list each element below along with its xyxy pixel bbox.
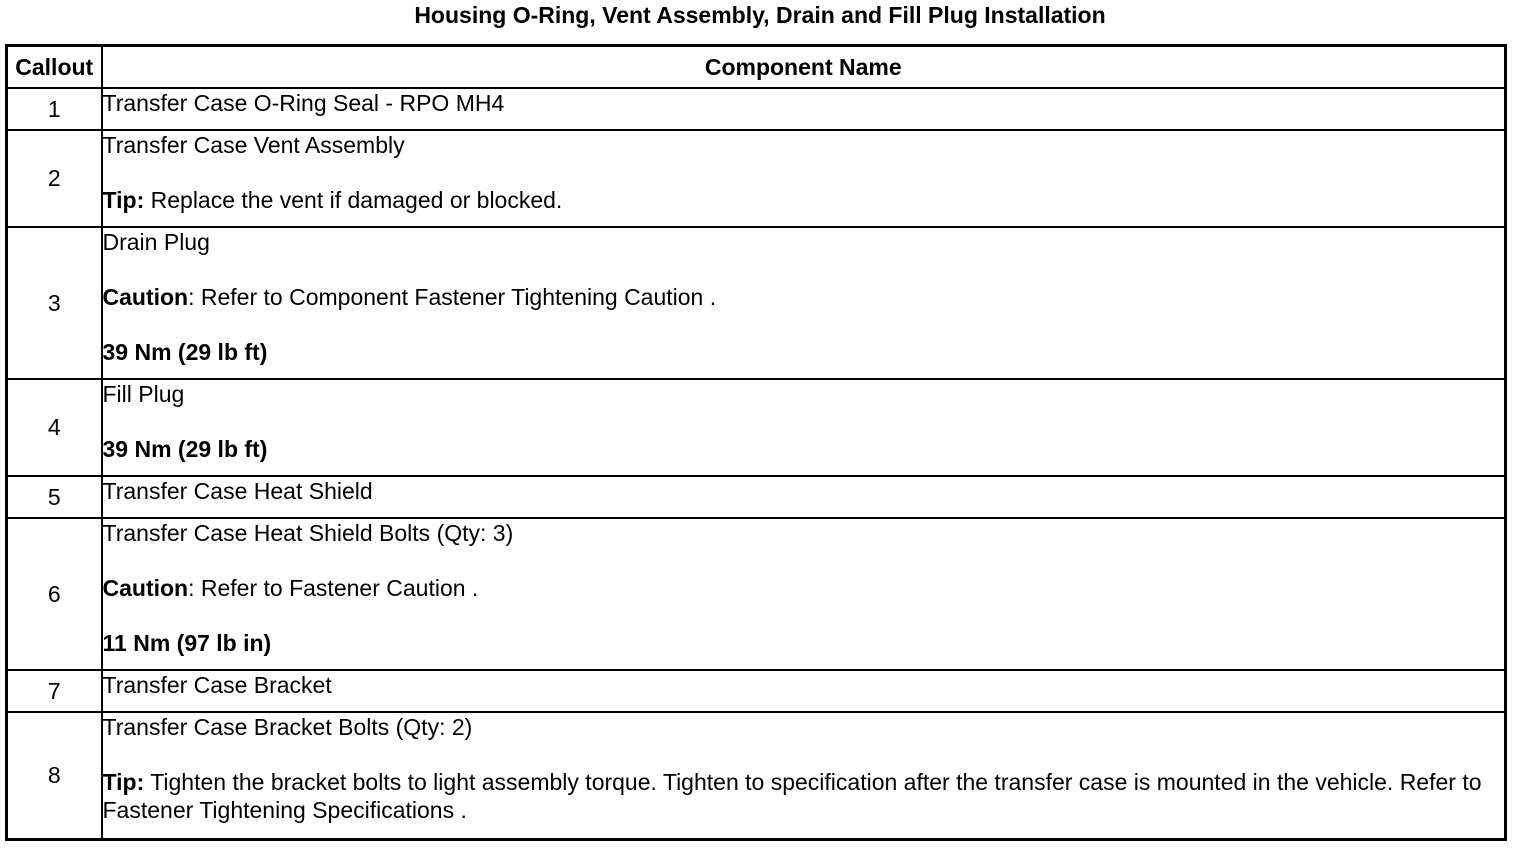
table-row [7, 379, 1506, 476]
component-cell [102, 712, 1506, 839]
component-name: Transfer Case Bracket [102, 672, 332, 698]
caution-note [103, 283, 1505, 311]
table-row [7, 712, 1506, 839]
torque-spec: 39 Nm (29 lb ft) [102, 339, 268, 365]
callout-number: 2 [7, 130, 102, 227]
table-row [7, 476, 1506, 518]
component-name: Transfer Case O-Ring Seal - RPO MH4 [102, 90, 505, 116]
callout-number: 5 [7, 476, 102, 518]
tip-note [103, 768, 1505, 824]
table-row [7, 670, 1506, 712]
component-cell [102, 379, 1506, 476]
component-cell [102, 88, 1506, 130]
callout-number: 3 [7, 227, 102, 379]
tip-label: Tip: [102, 769, 145, 795]
callout-number: 7 [7, 670, 102, 712]
caution-text: : Refer to Component Fastener Tightening Caution . [188, 284, 717, 310]
component-name: Transfer Case Bracket Bolts (Qty: 2) [102, 714, 473, 740]
tip-text: Tighten the bracket bolts to light assembly torque. Tighten to specification after the transfer case is mounted in the vehicle. Refer to Fastener Tightening Specifications . [102, 769, 1482, 823]
component-cell [102, 476, 1506, 518]
component-cell [102, 130, 1506, 227]
component-name: Transfer Case Vent Assembly [102, 132, 405, 158]
torque-spec: 11 Nm (97 lb in) [102, 630, 272, 656]
table-row [7, 130, 1506, 227]
component-name: Transfer Case Heat Shield Bolts (Qty: 3) [102, 520, 514, 546]
page-title: Housing O-Ring, Vent Assembly, Drain and Fill Plug Installation [414, 2, 1106, 28]
table-row [7, 227, 1506, 379]
table-row [7, 518, 1506, 670]
callout-column-header: Callout [7, 46, 102, 89]
callout-number: 6 [7, 518, 102, 670]
table-header-row [7, 46, 1506, 89]
tip-text: Replace the vent if damaged or blocked. [144, 187, 563, 213]
component-table [5, 44, 1507, 841]
table-row [7, 88, 1506, 130]
callout-number: 4 [7, 379, 102, 476]
callout-number: 8 [7, 712, 102, 839]
component-name: Fill Plug [102, 381, 185, 407]
tip-label: Tip: [102, 187, 145, 213]
component-cell [102, 227, 1506, 379]
component-cell [102, 670, 1506, 712]
caution-label: Caution [102, 575, 189, 601]
component-name: Drain Plug [102, 229, 210, 255]
caution-text: : Refer to Fastener Caution . [188, 575, 479, 601]
component-name-column-header: Component Name [102, 46, 1506, 89]
torque-spec: 39 Nm (29 lb ft) [102, 436, 268, 462]
tip-note [103, 186, 1505, 214]
component-cell [102, 518, 1506, 670]
component-name: Transfer Case Heat Shield [102, 478, 373, 504]
caution-label: Caution [102, 284, 189, 310]
caution-note [103, 574, 1505, 602]
callout-number: 1 [7, 88, 102, 130]
